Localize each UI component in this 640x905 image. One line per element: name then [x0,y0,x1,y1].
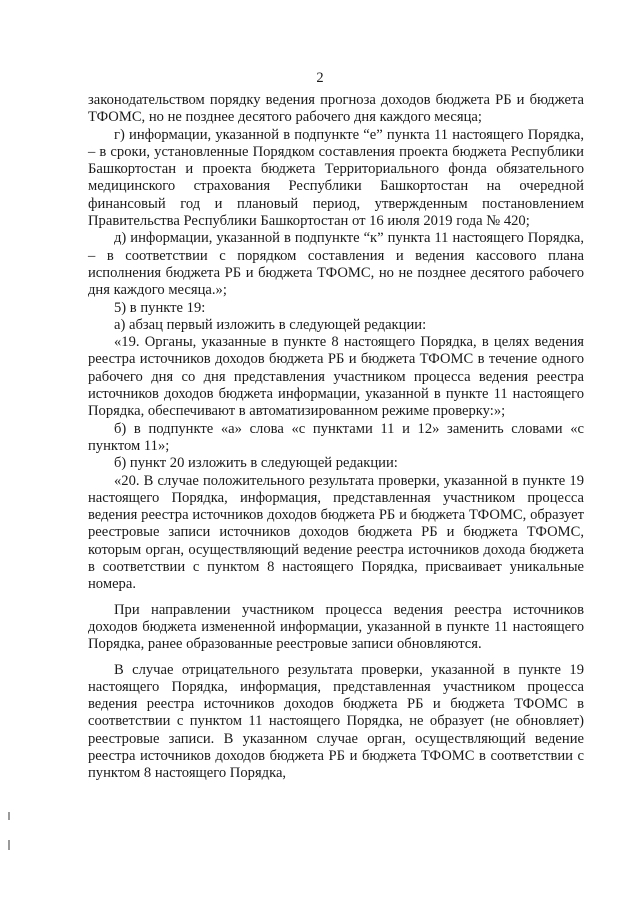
scan-mark [8,812,10,820]
paragraph-update-records: При направлении участником процесса ведения реестра источников доходов бюджета измененной информации, указанной в пункте 11 настоящего Порядка, ранее образованные реестровые записи обновляются. [88,601,584,653]
scan-mark [8,840,10,850]
paragraph-continuation: законодательством порядку ведения прогноза доходов бюджета РБ и бюджета ТФОМС, но не позднее десятого рабочего дня каждого месяца; [88,92,584,126]
body-text [88,92,584,783]
paragraph-negative-result: В случае отрицательного результата проверки, указанной в пункте 19 настоящего Порядка, информация, представленная участником процесса ведения реестра источников доходов бюджета РБ и бюджета ТФОМС в соответствии с пунктом 11 настоящего Порядка, не образует (не обновляет) реестровые записи. В указанном случае орган, осуществляющий ведение реестра источников доходов бюджета РБ и бюджета ТФОМС в соответствии с пунктом 8 настоящего Порядка, [88,661,584,782]
paragraph-clause-20: «20. В случае положительного результата проверки, указанной в пункте 19 настоящего Порядка, информация, представленная участником процесса ведения реестра источников доходов бюджета РБ и бюджета ТФОМС, образует реестровые записи источников доходов бюджета РБ и бюджета ТФОМС, которым орган, осуществляющий ведение реестра источников дохода бюджета в соответствии с пунктом 8 настоящего Порядка, присваивает уникальные номера. [88,472,584,593]
paragraph-subitem-d: д) информации, указанной в подпункте “к” пункта 11 настоящего Порядка, – в соответствии с порядком составления и ведения кассового плана исполнения бюджета РБ и бюджета ТФОМС, но не позднее десятого рабочего дня каждого месяца.»; [88,230,584,299]
page-number: 2 [316,70,324,86]
paragraph-item-6: б) пункт 20 изложить в следующей редакции: [114,455,398,472]
paragraph-subitem-a: а) абзац первый изложить в следующей редакции: [114,316,427,333]
paragraph-subitem-g: г) информации, указанной в подпункте “е” пункта 11 настоящего Порядка, – в сроки, установленные Порядком составления проекта бюджета Республики Башкортостан и проекта бюджета Территориального фонда обязательного медицинского страхования Республики Башкортостан на очередной финансовый год и плановый период, утвержденным постановлением Правительства Республики Башкортостан от 16 июля 2019 года № 420; [88,126,584,230]
paragraph-item-5: 5) в пункте 19: [114,299,206,316]
paragraph-clause-19: «19. Органы, указанные в пункте 8 настоящего Порядка, в целях ведения реестра источников доходов бюджета РБ и бюджета ТФОМС в течение одного рабочего дня со дня представления участником процесса ведения реестра источников доходов бюджета информации, указанной в пункте 11 настоящего Порядка, обеспечивают в автоматизированном режиме проверку:»; [88,334,584,420]
paragraph-subitem-b: б) в подпункте «а» слова «с пунктами 11 и 12» заменить словами «с пунктом 11»; [88,420,584,454]
